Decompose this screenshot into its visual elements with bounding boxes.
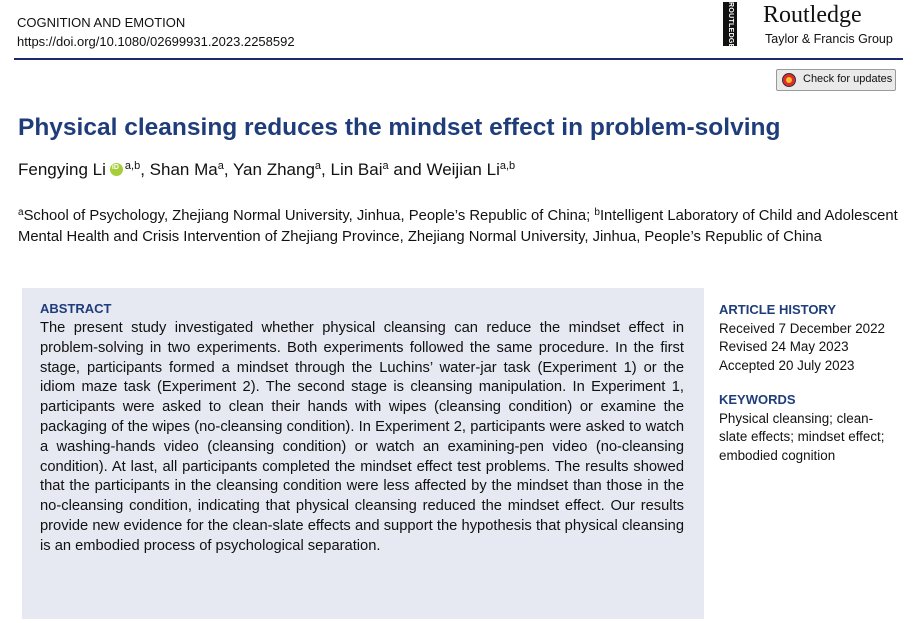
doi-link[interactable]: https://doi.org/10.1080/02699931.2023.2258592 — [17, 34, 295, 49]
keywords-line: Physical cleansing; clean- — [719, 410, 874, 426]
affiliation-marker: b — [594, 207, 600, 218]
keywords-line: embodied cognition — [719, 447, 836, 463]
keywords-heading: KEYWORDS — [719, 392, 796, 407]
publisher-group: Taylor & Francis Group — [765, 32, 893, 46]
author-name[interactable]: Weijian Li — [426, 160, 500, 179]
abstract-heading: ABSTRACT — [40, 301, 112, 316]
author-affiliation: a — [382, 160, 389, 172]
author-name[interactable]: Fengying Li — [18, 160, 106, 179]
author-separator: , — [321, 160, 326, 179]
affiliation-b: Intelligent Laboratory of Child and Adolescent Mental Health and Crisis Intervention of Zhejiang Province, Zhejiang Normal University, Jinhua, People’s Republic of China — [18, 208, 898, 245]
keywords-line: slate effects; mindset effect; — [719, 429, 885, 444]
publisher-vertical-mark: ROUTLEDGE — [723, 2, 737, 46]
abstract-box — [22, 288, 704, 619]
article-history-heading: ARTICLE HISTORY — [719, 302, 837, 317]
history-received: Received 7 December 2022 — [719, 320, 885, 336]
author-name[interactable]: Shan Ma — [149, 160, 218, 179]
affiliation-marker: a — [18, 207, 24, 218]
affiliation-a: School of Psychology, Zhejiang Normal University, Jinhua, People’s Republic of China; — [23, 208, 591, 224]
journal-name: COGNITION AND EMOTION — [17, 15, 186, 30]
publisher-logo — [713, 0, 903, 50]
article-title: Physical cleansing reduces the mindset effect in problem-solving — [18, 114, 781, 141]
author-name[interactable]: Yan Zhang — [232, 160, 315, 179]
author-separator: and — [393, 160, 422, 179]
journal-header — [17, 13, 295, 51]
check-for-updates-label: Check for updates — [803, 73, 893, 85]
affiliations — [18, 202, 903, 248]
author-affiliation: a,b — [124, 160, 141, 172]
author-affiliation: a — [314, 160, 322, 172]
author-separator: , — [140, 160, 145, 179]
history-accepted: Accepted 20 July 2023 — [719, 357, 855, 373]
author-separator: , — [223, 160, 229, 179]
keywords — [719, 391, 909, 465]
history-revised: Revised 24 May 2023 — [719, 339, 849, 354]
author-affiliation: a — [217, 160, 224, 172]
abstract-text: The present study investigated whether physical cleansing can reduce the mindset effect in problem-solving in two experiments. Both experiments followed the same procedure. In the first stage, participants formed a mindset through the Luchins’ water-jar task (Experiment 1) or the idiom maze task (Experiment 2). The second stage is cleansing manipulation. In Experiment 1, participants were asked to clean their hands with wipes (cleansing condition) or examine the packaging of the wipes (no-cleansing condition). In Experiment 2, participants were asked to watch a washing-hands video (cleansing condition) or watch an examining-pen video (no-cleansing condition). At last, all participants completed the mindset effect test problems. The results showed that the participants in the cleansing condition were less affected by the mindset than those in the no-cleansing condition, indicating that physical cleansing reduced the mindset effect. Our results provide new evidence for the clean-slate effects and support the hypothesis that physical cleansing is an embodied process of psychological separation. — [40, 320, 684, 554]
crossmark-icon — [782, 73, 796, 87]
author-list — [18, 160, 515, 180]
author-affiliation: a,b — [499, 160, 516, 172]
publisher-name: Routledge — [763, 2, 862, 28]
check-for-updates-button[interactable] — [776, 69, 896, 91]
author-name[interactable]: Lin Bai — [330, 160, 383, 179]
orcid-icon[interactable] — [110, 163, 123, 176]
header-rule — [14, 58, 903, 60]
article-history — [719, 301, 909, 375]
